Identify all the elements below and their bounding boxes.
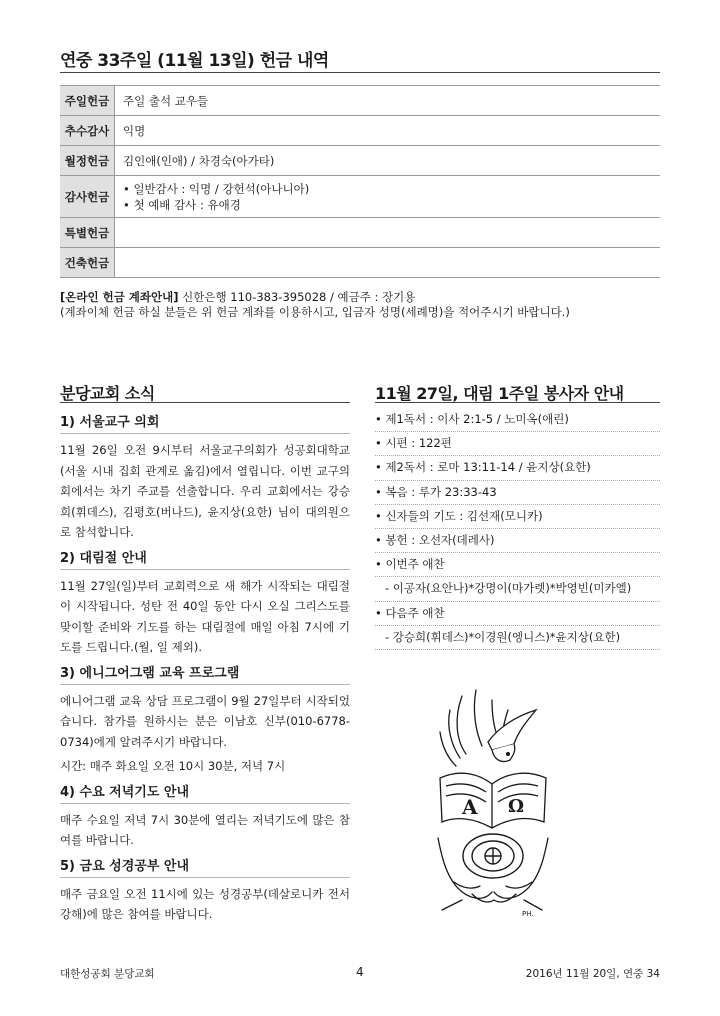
omega-symbol: Ω bbox=[508, 796, 525, 817]
artist-signature: PH. bbox=[522, 910, 534, 918]
offering-label: 추수감사 bbox=[60, 116, 115, 146]
account-number: 신한은행 110-383-395028 / 예금주 : 장기용 bbox=[178, 290, 416, 304]
news-heading: 1) 서울교구 의회 bbox=[60, 411, 350, 434]
account-lead: [온라인 헌금 계좌안내] bbox=[60, 290, 179, 304]
liturgical-illustration bbox=[432, 688, 554, 920]
offering-bullet: • 일반감사 : 익명 / 강헌석(아나니아) bbox=[123, 181, 310, 196]
news-paragraph: 에니어그램 교육 상담 프로그램이 9월 27일부터 시작되었습니다. 참가를 원하시는 분은 이남호 신부(010-6778-0734)에게 알려주시기 바랍니다. bbox=[60, 693, 350, 749]
ray-icon bbox=[457, 696, 466, 754]
footer-church-name: 대한성공회 분당교회 bbox=[60, 968, 155, 980]
account-info bbox=[60, 290, 660, 320]
offering-value bbox=[115, 218, 661, 248]
offering-value: 김인애(인애) / 차경숙(아가타) bbox=[115, 146, 661, 176]
offering-row-thanks bbox=[60, 176, 660, 218]
offering-label: 감사헌금 bbox=[60, 176, 115, 218]
volunteer-subitem: - 강승희(휘데스)*이경원(엥니스)*윤지상(요한) bbox=[375, 626, 660, 650]
open-book-icon bbox=[440, 773, 546, 828]
news-paragraph: 11월 26일 오전 9시부터 서울교구의회가 성공회대학교(서울 시내 집회 관계로 옮김)에서 열립니다. 이번 교구의회에서는 차기 주교를 선출합니다. 우리 교회에서는 강승희(휘데스), 김평호(버나드), 윤지상(요한) 님이 대의원으로 참석합니다. bbox=[60, 443, 350, 539]
news-title-rule bbox=[60, 402, 350, 403]
news-heading: 4) 수요 저녁기도 안내 bbox=[60, 781, 350, 804]
offering-row-monthly bbox=[60, 146, 660, 176]
paten-icon bbox=[463, 834, 523, 878]
offering-row-sunday bbox=[60, 86, 660, 116]
volunteer-item: • 봉헌 : 오선자(데레사) bbox=[375, 529, 660, 553]
footer-date: 2016년 11월 20일, 연중 34 bbox=[525, 968, 660, 980]
offering-label: 주일헌금 bbox=[60, 86, 115, 116]
offering-row-harvest bbox=[60, 116, 660, 146]
volunteer-item: • 다음주 애찬 bbox=[375, 602, 660, 626]
volunteers-title: 11월 27일, 대림 1주일 봉사자 안내 bbox=[375, 384, 624, 403]
news-heading: 5) 금요 성경공부 안내 bbox=[60, 855, 350, 878]
volunteers-title-rule bbox=[375, 402, 660, 403]
offering-value: 주일 출석 교우들 bbox=[115, 86, 661, 116]
volunteer-item: • 복음 : 루가 23:33-43 bbox=[375, 481, 660, 505]
offering-title-rule bbox=[60, 72, 660, 73]
volunteer-subitem: - 이공자(요안나)*강명이(마가렛)*박영빈(미카엘) bbox=[375, 577, 660, 601]
footer-page-number: 4 bbox=[356, 965, 364, 979]
offering-row-building bbox=[60, 248, 660, 278]
account-note: (계좌이체 헌금 하실 분들은 위 헌금 계좌를 이용하시고, 입금자 성명(세례명)을 적어주시기 바랍니다.) bbox=[60, 305, 570, 319]
offering-value bbox=[115, 248, 661, 278]
news-paragraph: 매주 수요일 저녁 7시 30분에 열리는 저녁기도에 많은 참여를 바랍니다. bbox=[60, 812, 350, 847]
volunteer-item: • 신자들의 기도 : 김선재(모니카) bbox=[375, 505, 660, 529]
volunteer-item: • 제1독서 : 이사 2:1-5 / 노미옥(애린) bbox=[375, 408, 660, 432]
volunteers-list bbox=[375, 408, 660, 650]
offering-value bbox=[115, 176, 661, 218]
news-paragraph: 매주 금요일 오전 11시에 있는 성경공부(데살로니카 전서 강해)에 많은 참여를 바랍니다. bbox=[60, 886, 350, 921]
news-body bbox=[60, 408, 350, 929]
offering-value: 익명 bbox=[115, 116, 661, 146]
news-heading: 3) 에니그어그램 교육 프로그램 bbox=[60, 662, 350, 685]
volunteer-item: • 이번주 애찬 bbox=[375, 553, 660, 577]
offering-label: 건축헌금 bbox=[60, 248, 115, 278]
offering-bullet: • 첫 예배 감사 : 유애경 bbox=[123, 197, 241, 212]
volunteer-item: • 시편 : 122편 bbox=[375, 432, 660, 456]
offering-row-special bbox=[60, 218, 660, 248]
dove-icon bbox=[488, 710, 536, 762]
offering-title: 연중 33주일 (11월 13일) 헌금 내역 bbox=[60, 51, 329, 71]
offering-table bbox=[60, 85, 660, 278]
news-paragraph: 11월 27일(일)부터 교회력으로 새 해가 시작되는 대림절이 시작됩니다. 성탄 전 40일 동안 다시 오실 그리스도를 맞이할 준비와 기도를 하는 대림절에 매일 아침 7시에 기도를 드립니다.(월, 일 제외). bbox=[60, 578, 350, 654]
news-paragraph: 시간: 매주 화요일 오전 10시 30분, 저녁 7시 bbox=[60, 759, 286, 773]
news-heading: 2) 대림절 안내 bbox=[60, 547, 350, 570]
alpha-symbol: A bbox=[462, 795, 478, 819]
offering-label: 특별헌금 bbox=[60, 218, 115, 248]
offering-label: 월정헌금 bbox=[60, 146, 115, 176]
volunteer-item: • 제2독서 : 로마 13:11-14 / 윤지상(요한) bbox=[375, 456, 660, 480]
news-title: 분당교회 소식 bbox=[60, 384, 155, 403]
